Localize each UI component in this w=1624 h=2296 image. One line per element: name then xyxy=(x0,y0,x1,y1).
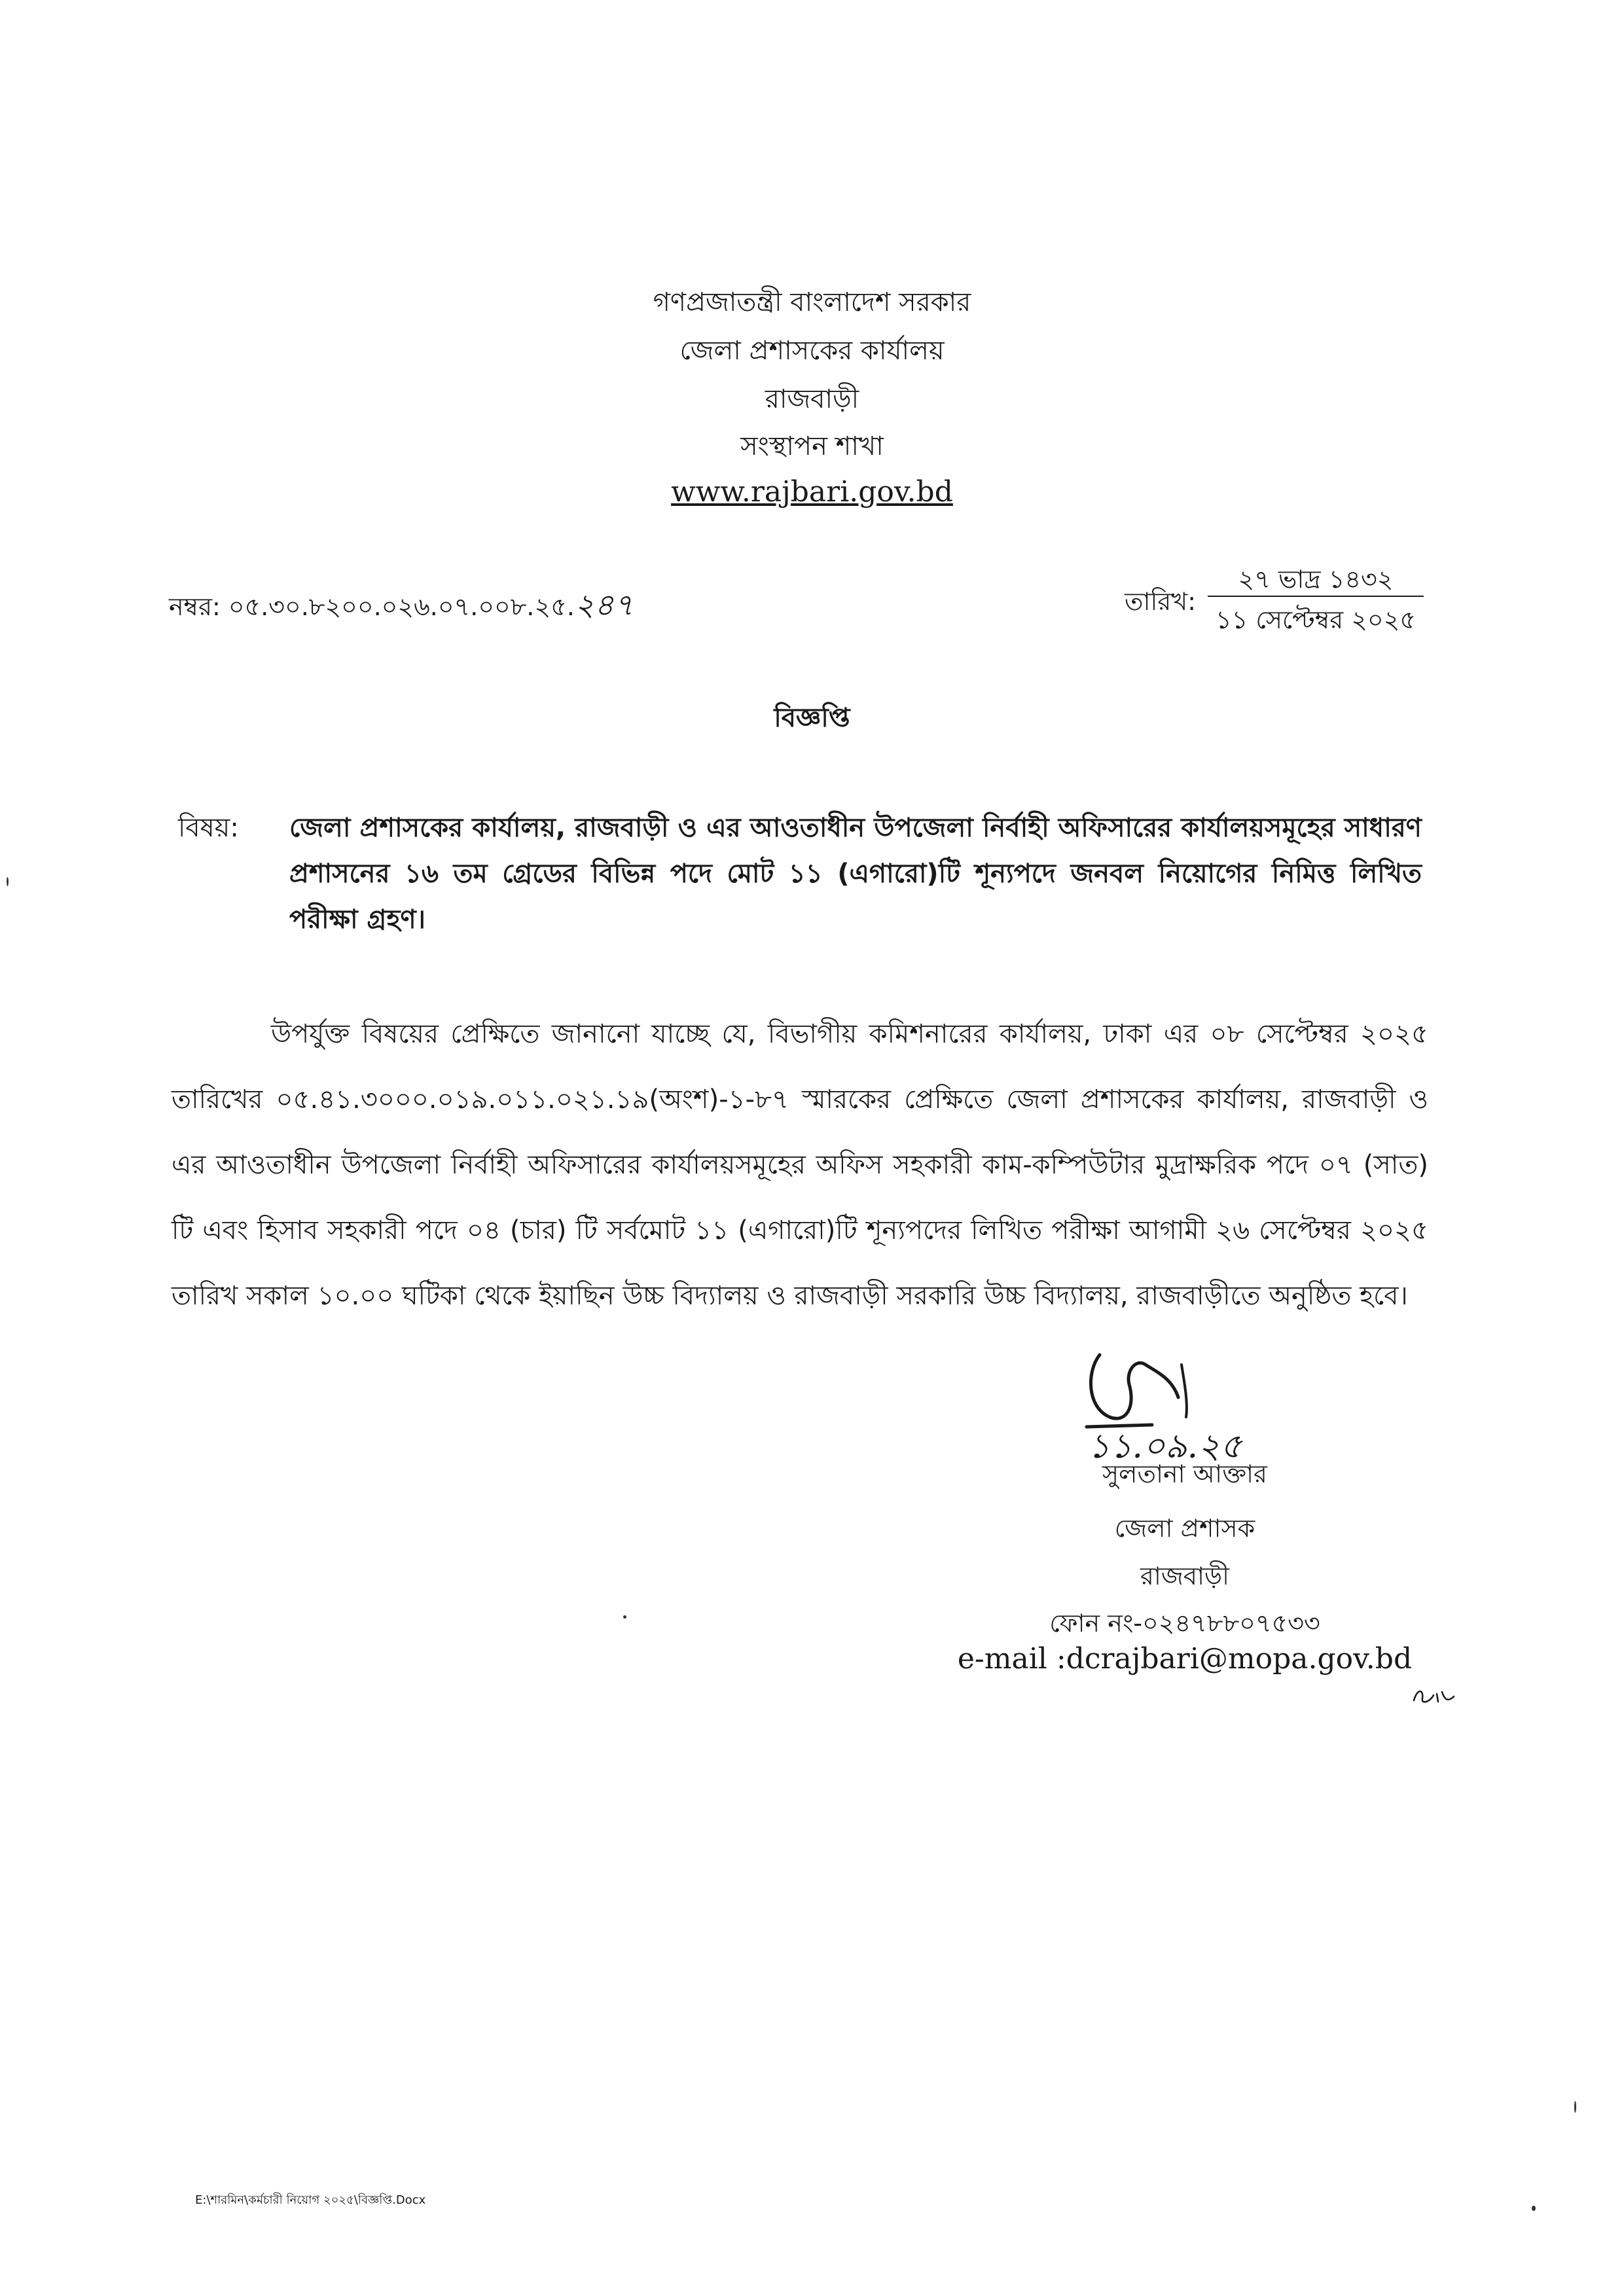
date-label: তারিখ: xyxy=(1125,587,1197,616)
signatory-phone: ফোন নং-০২৪৭৮৮০৭৫৩৩ xyxy=(1049,1609,1320,1638)
signature-date: ১১.০৯.২৫ xyxy=(1088,1427,1242,1463)
footer-file-path: E:\শারমিন\কর্মচারী নিয়োগ ২০২৫\বিজ্ঞপ্তি.Docx xyxy=(195,2193,426,2207)
scan-speck xyxy=(7,877,9,886)
handwritten-signature xyxy=(1074,1345,1290,1463)
header-office: জেলা প্রশাসকের কার্যালয় xyxy=(679,336,945,366)
scan-speck xyxy=(1532,2206,1536,2211)
document-title: বিজ্ঞপ্তি xyxy=(774,703,850,733)
header-section: সংস্থাপন শাখা xyxy=(740,431,884,461)
memo-number xyxy=(169,588,634,624)
signatory-email[interactable]: e-mail :dcrajbari@mopa.gov.bd xyxy=(957,1642,1413,1676)
header-district: রাজবাড়ী xyxy=(765,384,859,414)
header-website xyxy=(0,474,1624,511)
subject-text: জেলা প্রশাসকের কার্যালয়, রাজবাড়ী ও এর আওতাধীন উপজেলা নির্বাহী অফিসারের কার্যালয়সমূহের সাধারণ প্রশাসনের ১৬ তম গ্রেডের বিভিন্ন পদে মোট ১১ (এগারো)টি শূন্যপদে জনবল নিয়োগের নিমিত্ত লিখিত পরীক্ষা গ্রহণ। xyxy=(289,813,1422,935)
signatory-designation: জেলা প্রশাসক xyxy=(1114,1514,1255,1543)
header-government: গণপ্রজাতন্ত্রী বাংলাদেশ সরকার xyxy=(653,287,971,317)
date-english: ১১ সেপ্টেম্বর ২০২৫ xyxy=(1216,605,1416,634)
subject-label: বিষয়: xyxy=(178,813,239,843)
body-paragraph: উপর্যুক্ত বিষয়ের প্রেক্ষিতে জানানো যাচ্ছে যে, বিভাগীয় কমিশনারের কার্যালয়, ঢাকা এর ০৮ সেপ্টেম্বর ২০২৫ তারিখের ০৫.৪১.৩০০০.০১৯.০১১.০২১.১৯(অংশ)-১-৮৭ স্মারকের প্রেক্ষিতে জেলা প্রশাসকের কার্যালয়, রাজবাড়ী ও এর আওতাধীন উপজেলা নির্বাহী অফিসারের কার্যালয়সমূহের অফিস সহকারী কাম-কম্পিউটার মুদ্রাক্ষরিক পদে ০৭ (সাত) টি এবং হিসাব সহকারী পদে ০৪ (চার) টি সর্বমোট ১১ (এগারো)টি শূন্যপদের লিখিত পরীক্ষা আগামী ২৬ সেপ্টেম্বর ২০২৫ তারিখ সকাল ১০.০০ ঘটিকা থেকে ইয়াছিন উচ্চ বিদ্যালয় ও রাজবাড়ী সরকারি উচ্চ বিদ্যালয়, রাজবাড়ীতে অনুষ্ঠিত হবে। xyxy=(171,1019,1428,1311)
memo-number-prefix: নম্বর: ০৫.৩০.৮২০০.০২৬.০৭.০০৮.২৫. xyxy=(169,592,575,621)
scan-speck xyxy=(1574,2101,1576,2113)
date-bangla: ২৭ ভাদ্র ১৪৩২ xyxy=(1208,563,1424,597)
handwritten-initials xyxy=(1411,1682,1456,1708)
signatory-name: সুলতানা আক্তার xyxy=(1102,1460,1267,1488)
scan-speck xyxy=(623,1615,626,1619)
website-link[interactable]: www.rajbari.gov.bd xyxy=(671,475,953,509)
signatory-district: রাজবাড়ী xyxy=(1140,1562,1230,1590)
memo-number-handwritten: ২৪৭ xyxy=(574,587,634,622)
